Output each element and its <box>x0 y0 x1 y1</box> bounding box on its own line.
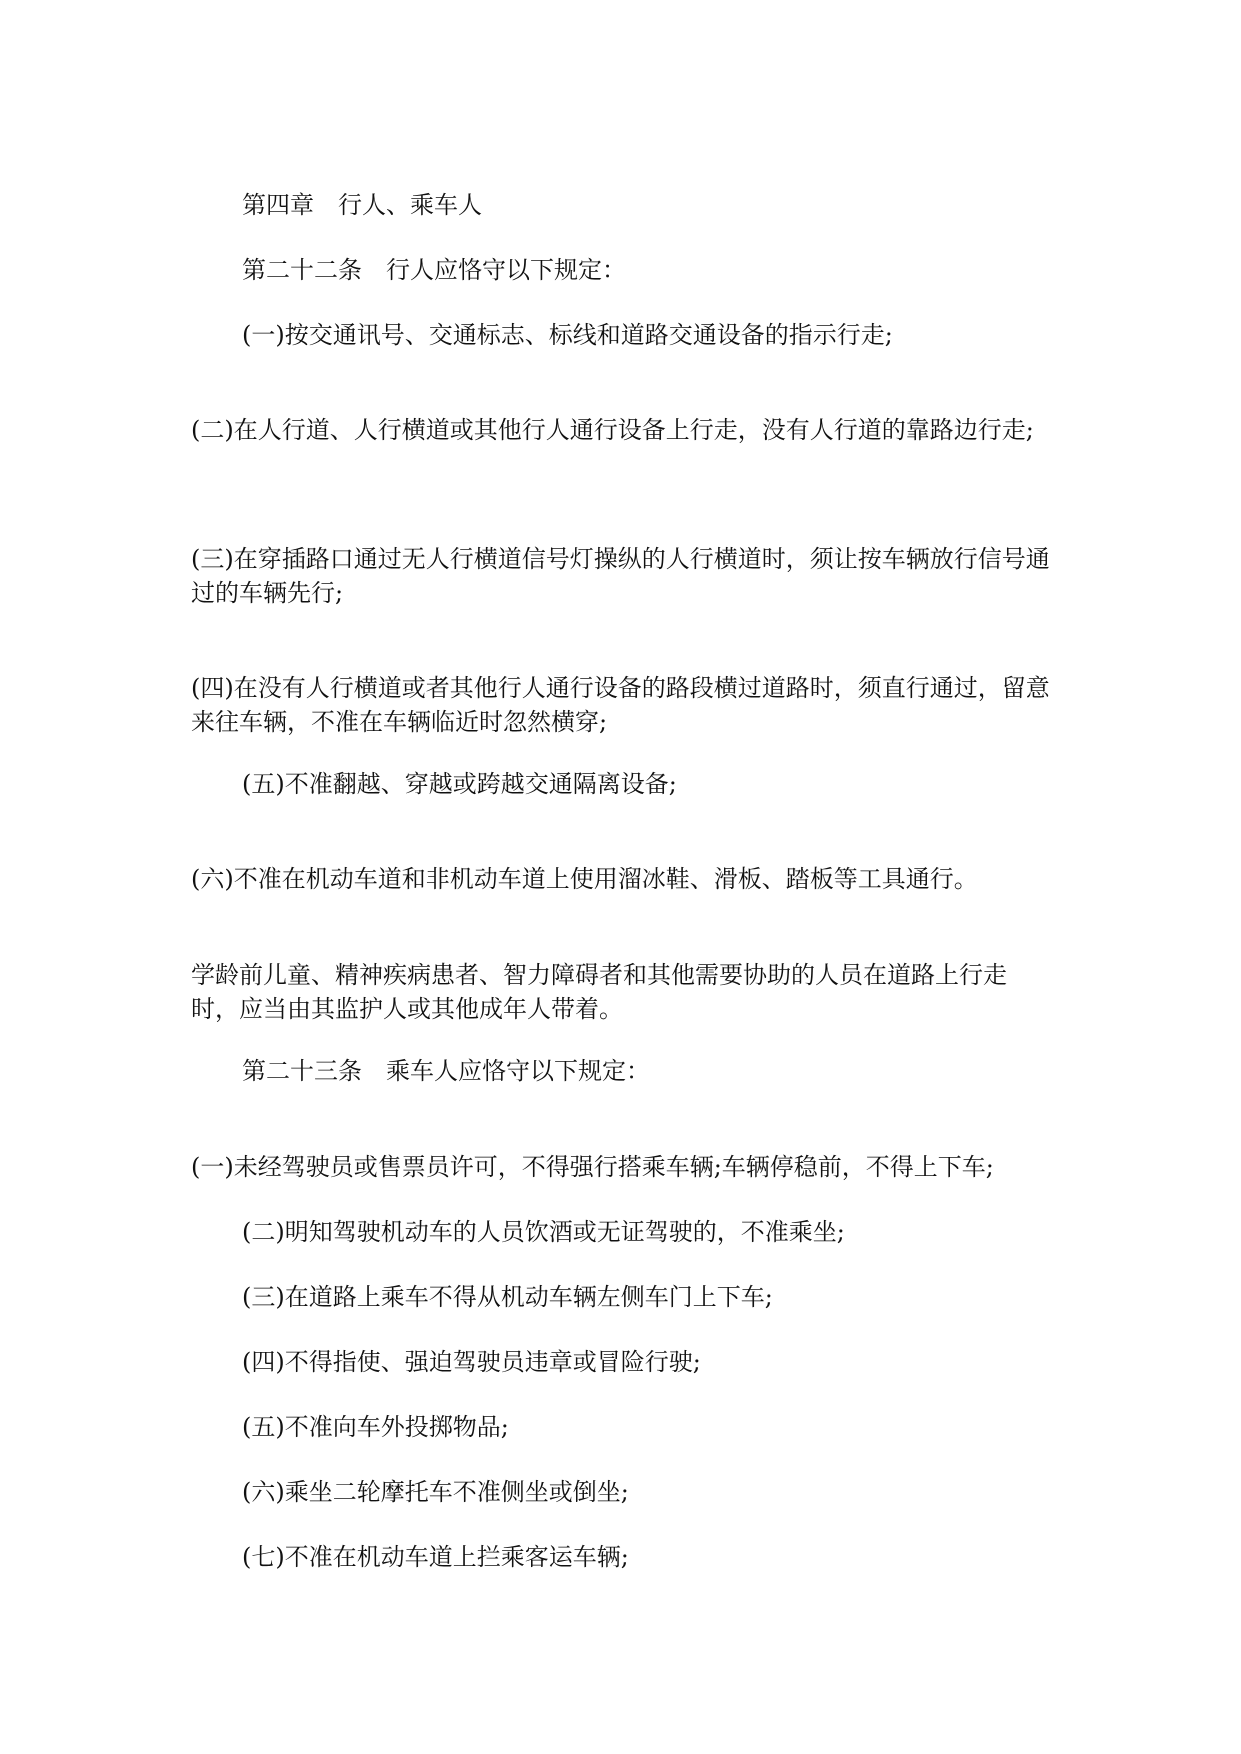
article-23-item-1: (一)未经驾驶员或售票员许可，不得强行搭乘车辆;车辆停稳前，不得上下车; <box>191 1153 994 1181</box>
article-23-item-6: (六)乘坐二轮摩托车不准侧坐或倒坐; <box>242 1478 629 1506</box>
article-22-heading: 第二十二条 行人应恪守以下规定： <box>242 256 626 284</box>
chapter-heading: 第四章 行人、乘车人 <box>242 191 482 219</box>
article-22-item-2: (二)在人行道、人行横道或其他行人通行设备上行走，没有人行道的靠路边行走; <box>191 416 1034 444</box>
article-23-item-5: (五)不准向车外投掷物品; <box>242 1413 509 1441</box>
article-22-item-5: (五)不准翻越、穿越或跨越交通隔离设备; <box>242 770 677 798</box>
article-23-item-2: (二)明知驾驶机动车的人员饮酒或无证驾驶的，不准乘坐; <box>242 1218 845 1246</box>
article-23-item-7: (七)不准在机动车道上拦乘客运车辆; <box>242 1543 629 1571</box>
article-23-item-4: (四)不得指使、强迫驾驶员违章或冒险行驶; <box>242 1348 701 1376</box>
article-22-item-3: (三)在穿插路口通过无人行横道信号灯操纵的人行横道时，须让按车辆放行信号通过的车辆先行; <box>191 545 1050 607</box>
article-23-item-3: (三)在道路上乘车不得从机动车辆左侧车门上下车; <box>242 1283 773 1311</box>
article-22-item-1: (一)按交通讯号、交通标志、标线和道路交通设备的指示行走; <box>242 321 893 349</box>
article-22-item-6: (六)不准在机动车道和非机动车道上使用溜冰鞋、滑板、踏板等工具通行。 <box>191 865 978 893</box>
article-22-item-4: (四)在没有人行横道或者其他行人通行设备的路段横过道路时，须直行通过，留意来往车辆，不准在车辆临近时忽然横穿; <box>191 674 1050 736</box>
article-22-note: 学龄前儿童、精神疾病患者、智力障碍者和其他需要协助的人员在道路上行走时，应当由其监护人或其他成年人带着。 <box>191 961 1007 1023</box>
article-23-heading: 第二十三条 乘车人应恪守以下规定： <box>242 1057 650 1085</box>
